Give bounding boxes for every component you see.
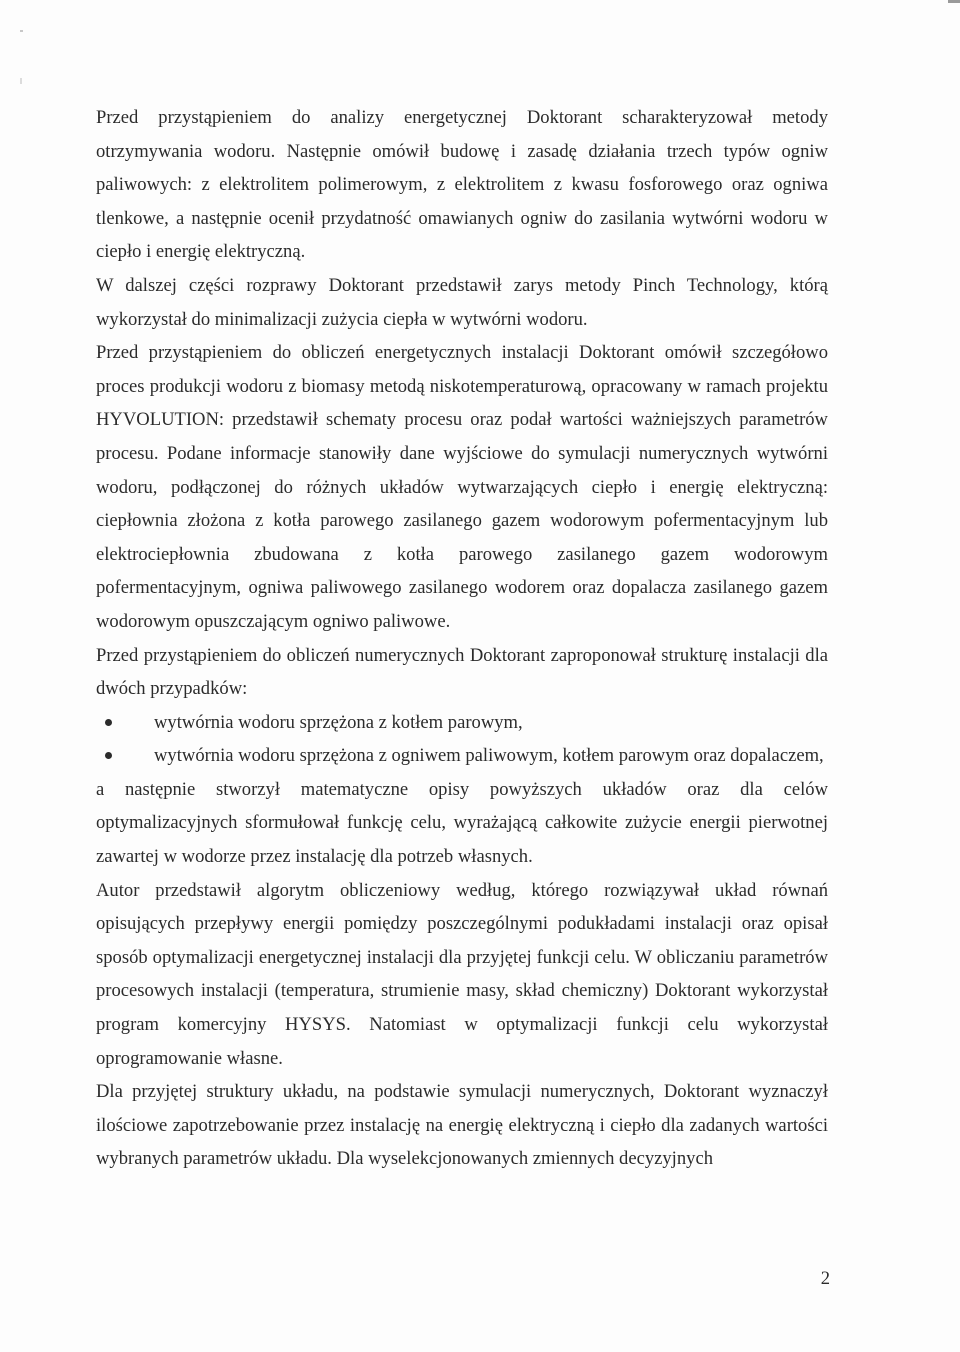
scan-speck <box>20 78 22 84</box>
bullet-list <box>96 706 828 773</box>
paragraph: W dalszej części rozprawy Doktorant przedstawił zarys metody Pinch Technology, którą wykorzystał do minimalizacji zużycia ciepła w wytwórni wodoru. <box>96 274 828 330</box>
scan-speck <box>20 30 23 32</box>
bullet-item: wytwórnia wodoru sprzężona z kotłem parowym, <box>96 706 828 740</box>
paragraph: Przed przystąpieniem do analizy energetycznej Doktorant scharakteryzował metody otrzymywania wodoru. Następnie omówił budowę i zasadę działania trzech typów ogniw paliwowych: z elektrolitem polimerowym, z elektrolitem z kwasu fosforowego oraz ogniwa tlenkowe, a następnie ocenił przydatność omawianych ogniw do zasilania wytwórni wodoru w ciepło i energię elektryczną. <box>96 107 828 263</box>
paragraph: Autor przedstawił algorytm obliczeniowy według, którego rozwiązywał układ równań opisujących przepływy energii pomiędzy poszczególnymi podukładami instalacji oraz opisał sposób optymalizacji energetycznej instalacji dla przyjętej funkcji celu. W obliczaniu parametrów procesowych instalacji (temperatura, strumienie masy, skład chemiczny) Doktorant wykorzystał program komercyjny HYSYS. Natomiast w optymalizacji funkcji celu wykorzystał oprogramowanie własne. <box>96 879 828 1069</box>
document-text <box>96 101 828 1176</box>
paragraph: Dla przyjętej struktury układu, na podstawie symulacji numerycznych, Doktorant wyznaczył ilościowe zapotrzebowanie przez instalację na energię elektryczną i ciepło dla zadanych wartości wybranych parametrów układu. Dla wyselekcjonowanych zmiennych decyzyjnych <box>96 1081 828 1170</box>
paragraph: a następnie stworzył matematyczne opisy powyższych układów oraz dla celów optymalizacyjnych sformułował funkcję celu, wyrażającą całkowite zużycie energii pierwotnej zawartej w wodorze przez instalację dla potrzeb własnych. <box>96 778 828 868</box>
paragraph: Przed przystąpieniem do obliczeń energetycznych instalacji Doktorant omówił szczegółowo proces produkcji wodoru z biomasy metodą niskotemperaturową, opracowany w ramach projektu HYVOLUTION: przedstawił schematy procesu oraz podał wartości ważniejszych parametrów procesu. Podane informacje stanowiły dane wyjściowe do symulacji numerycznych wytwórni wodoru, podłączonej do różnych układów wytwarzających ciepło i energię elektryczną: ciepłownia złożona z kotła parowego zasilanego gazem wodorowym pofermentacyjnym lub elektrociepłownia zbudowana z kotła parowego zasilanego gazem wodorowym pofermentacyjnym, ogniwa paliwowego zasilanego wodorem oraz dopalacza zasilanego gazem wodorowym opuszczającym ogniwo paliwowe. <box>96 342 828 632</box>
page-number: 2 <box>820 1268 830 1289</box>
scan-edge-mark <box>948 0 960 3</box>
bullet-item: wytwórnia wodoru sprzężona z ogniwem paliwowym, kotłem parowym oraz dopalaczem, <box>96 739 828 773</box>
paragraph: Przed przystąpieniem do obliczeń numerycznych Doktorant zaproponował strukturę instalacji dla dwóch przypadków: <box>96 644 828 700</box>
